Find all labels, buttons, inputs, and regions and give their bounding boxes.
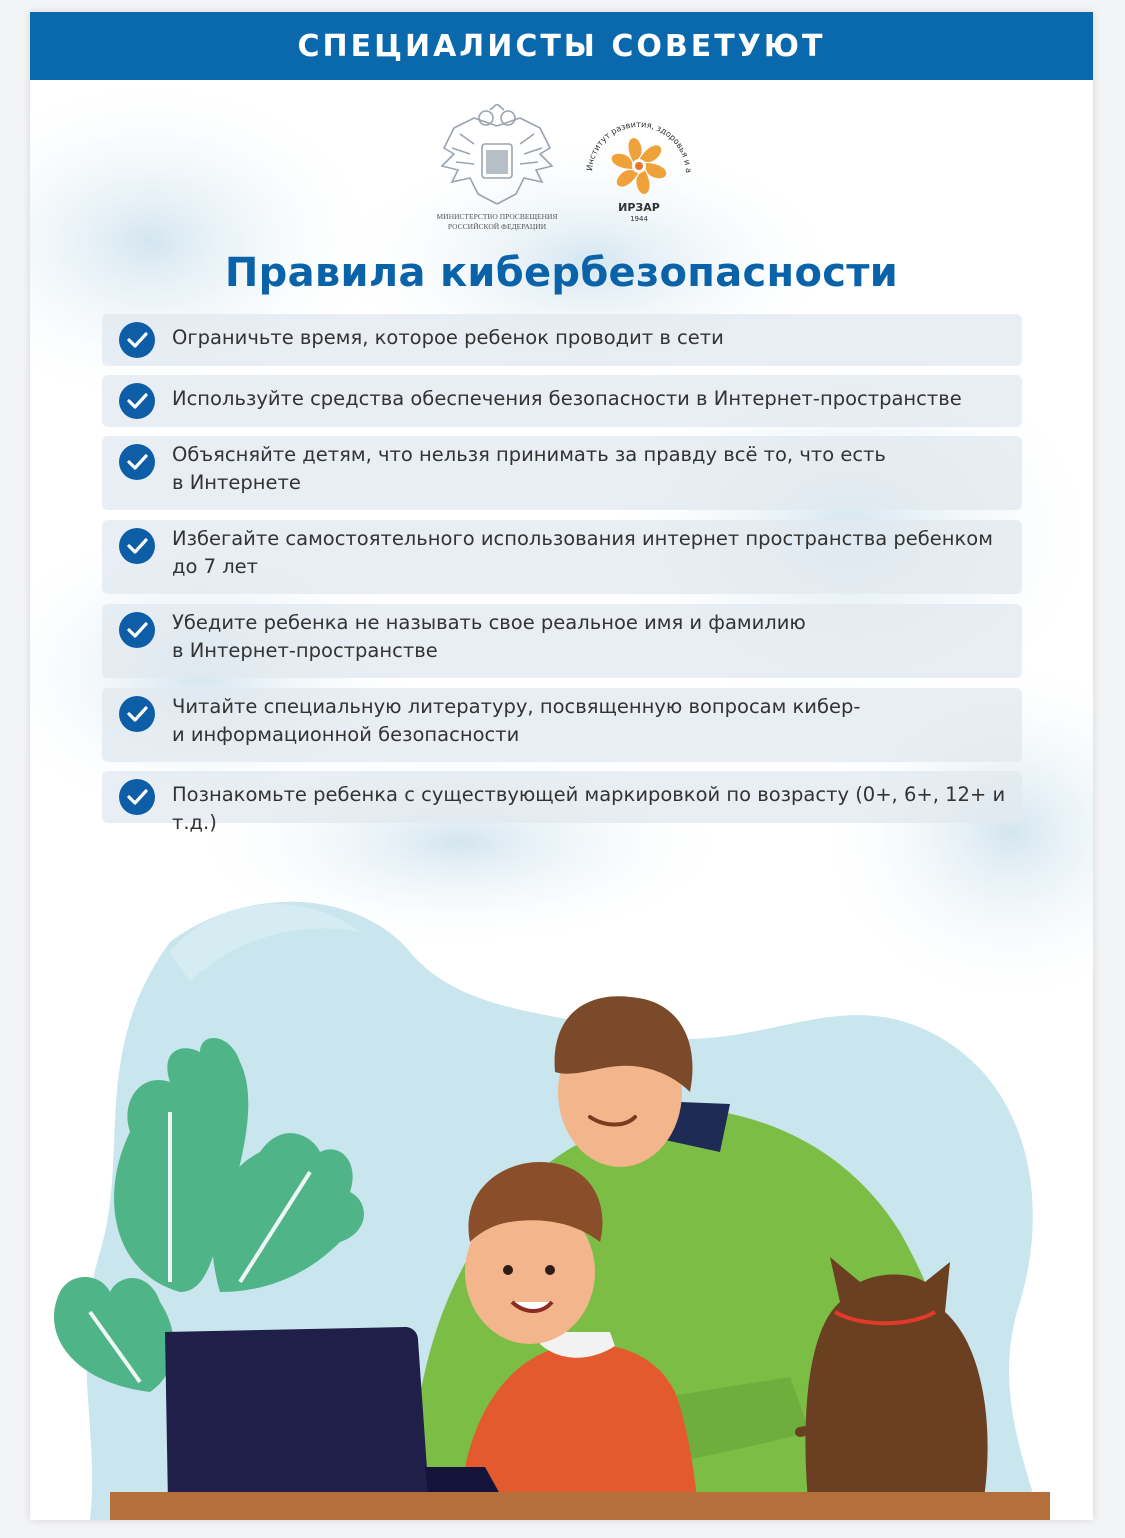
- rule-text: Избегайте самостоятельного использования интернет пространства ребенком до 7 лет: [172, 527, 993, 578]
- header-banner: СПЕЦИАЛИСТЫ СОВЕТУЮТ: [30, 12, 1093, 80]
- father-son-laptop-cat-illustration: [30, 872, 1093, 1520]
- irzar-logo: [582, 104, 697, 234]
- rule-item-2: [102, 375, 1022, 427]
- check-icon: [119, 383, 155, 419]
- rule-text: Ограничьте время, которое ребенок проводит в сети: [172, 326, 724, 349]
- rule-text: Познакомьте ребенка с существующей маркировкой по возрасту (0+, 6+, 12+ и т.д.): [172, 783, 1006, 834]
- rule-text: Убедите ребенка не называть свое реальное имя и фамилию в Интернет-пространстве: [172, 611, 806, 662]
- ministry-caption-line1: МИНИСТЕРСТВО ПРОСВЕЩЕНИЯ: [436, 212, 558, 221]
- check-icon: [119, 444, 155, 480]
- check-icon: [119, 612, 155, 648]
- check-icon: [119, 322, 155, 358]
- rule-item-5: [102, 604, 1022, 678]
- rule-text: Читайте специальную литературу, посвященную вопросам кибер- и информационной безопасности: [172, 695, 861, 746]
- coat-of-arms-icon: [434, 104, 560, 208]
- logos-row: [30, 104, 1093, 234]
- desk: [110, 1492, 1050, 1520]
- page-title: Правила кибербезопасности: [224, 250, 899, 296]
- irzar-year: 1944: [630, 215, 648, 223]
- rule-item-4: [102, 520, 1022, 594]
- rule-item-6: [102, 688, 1022, 762]
- ministry-caption: [422, 212, 572, 232]
- rule-item-1: [102, 314, 1022, 366]
- check-icon: [119, 696, 155, 732]
- poster: [30, 12, 1093, 1520]
- check-icon: [119, 528, 155, 564]
- rule-item-3: [102, 436, 1022, 510]
- ministry-caption-line2: РОССИЙСКОЙ ФЕДЕРАЦИИ: [447, 222, 547, 231]
- check-icon: [119, 779, 155, 815]
- rule-text: Объясняйте детям, что нельзя принимать за правду всё то, что есть в Интернете: [172, 443, 886, 494]
- rule-item-7: [102, 771, 1022, 834]
- irzar-name: ИРЗАР: [618, 201, 660, 214]
- irzar-flower-icon: [582, 104, 697, 234]
- ministry-logo: [422, 104, 572, 234]
- rule-text: Используйте средства обеспечения безопасности в Интернет-пространстве: [172, 387, 962, 410]
- irzar-arc-text: Институт развития, здоровья и а: [584, 118, 695, 174]
